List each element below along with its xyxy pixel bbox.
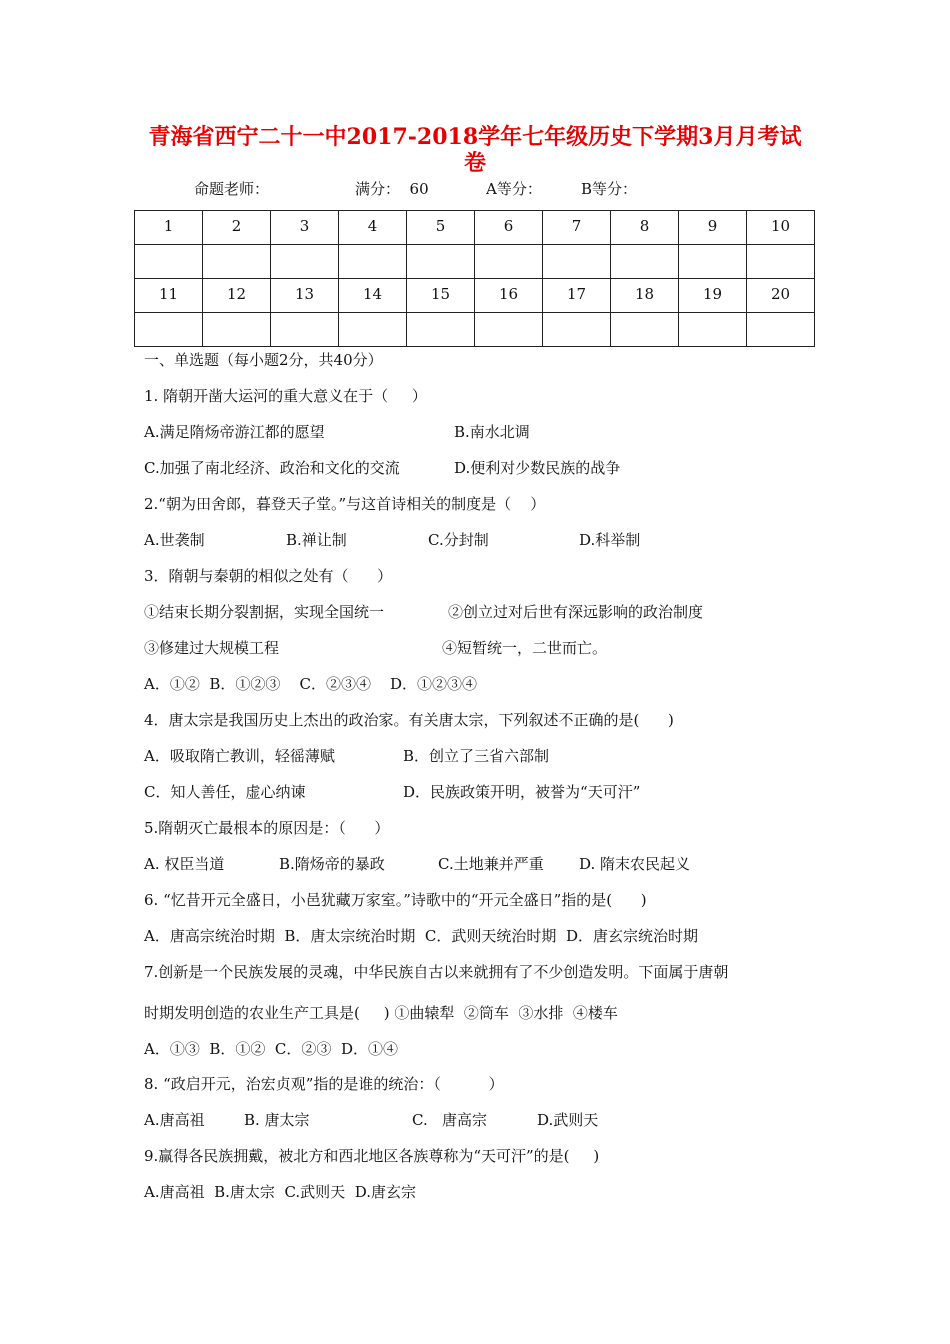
grid-answer-cell[interactable] bbox=[203, 313, 271, 347]
q1-option-c: C.加强了南北经济、政治和文化的交流 bbox=[144, 459, 400, 477]
grid-cell-number: 1 bbox=[135, 211, 203, 245]
q1-option-a: A.满足隋炀帝游江都的愿望 bbox=[144, 423, 325, 441]
q3-statement-1: ①结束长期分裂割据，实现全国统一 bbox=[144, 603, 385, 621]
grid-answer-cell[interactable] bbox=[135, 245, 203, 279]
q5-option-b: B.隋炀帝的暴政 bbox=[279, 855, 385, 873]
grid-cell-number: 7 bbox=[543, 211, 611, 245]
q1-option-d: D.便利对少数民族的战争 bbox=[454, 459, 621, 477]
q4-stem: 4．唐太宗是我国历史上杰出的政治家。有关唐太宗，下列叙述不正确的是( ) bbox=[144, 711, 674, 729]
q1-option-b: B.南水北调 bbox=[454, 423, 530, 441]
q8-option-a: A.唐高祖 bbox=[144, 1111, 205, 1129]
q4-option-a: A．吸取隋亡教训，轻徭薄赋 bbox=[144, 747, 335, 765]
q5-option-d: D. 隋末农民起义 bbox=[579, 855, 691, 873]
q8-stem: 8. “政启开元，治宏贞观”指的是谁的统治：（ ） bbox=[144, 1075, 504, 1093]
grid-answer-cell[interactable] bbox=[339, 245, 407, 279]
grid-answer-cell[interactable] bbox=[747, 245, 815, 279]
q3-options: A．①② B．①②③ C．②③④ D．①②③④ bbox=[144, 675, 478, 693]
grid-answer-cell[interactable] bbox=[339, 313, 407, 347]
grid-answer-cell[interactable] bbox=[611, 245, 679, 279]
grid-cell-number: 14 bbox=[339, 279, 407, 313]
q7-options: A．①③ B．①② C．②③ D．①④ bbox=[144, 1040, 398, 1058]
grid-answer-cell[interactable] bbox=[271, 245, 339, 279]
grid-answer-cell[interactable] bbox=[747, 313, 815, 347]
q8-option-d: D.武则天 bbox=[537, 1111, 599, 1129]
grid-answer-cell[interactable] bbox=[407, 313, 475, 347]
answer-grid bbox=[134, 210, 815, 347]
grid-cell-number: 9 bbox=[679, 211, 747, 245]
grid-cell-number: 13 bbox=[271, 279, 339, 313]
grid-answer-cell[interactable] bbox=[271, 313, 339, 347]
grid-cell-number: 16 bbox=[475, 279, 543, 313]
q1-stem: 1. 隋朝开凿大运河的重大意义在于（ ） bbox=[144, 387, 427, 405]
meta-teacher: 命题老师： bbox=[194, 180, 270, 198]
grid-answer-cell[interactable] bbox=[611, 313, 679, 347]
title-line-1: 青海省西宁二十一中2017-2018学年七年级历史下学期3月月考试 bbox=[148, 124, 802, 150]
q5-option-c: C.土地兼并严重 bbox=[438, 855, 544, 873]
grid-cell-number: 6 bbox=[475, 211, 543, 245]
q9-options: A.唐高祖 B.唐太宗 C.武则天 D.唐玄宗 bbox=[144, 1183, 416, 1201]
q4-option-c: C．知人善任，虚心纳谏 bbox=[144, 783, 306, 801]
q6-options: A．唐高宗统治时期 B．唐太宗统治时期 C．武则天统治时期 D．唐玄宗统治时期 bbox=[144, 927, 698, 945]
meta-a-grade: A等分： bbox=[486, 180, 542, 198]
q2-option-c: C.分封制 bbox=[428, 531, 489, 549]
q8-option-c: C. 唐高宗 bbox=[412, 1111, 488, 1129]
grid-answer-cell[interactable] bbox=[543, 245, 611, 279]
q7-stem-line-1: 7.创新是一个民族发展的灵魂，中华民族自古以来就拥有了不少创造发明。下面属于唐朝 bbox=[144, 963, 729, 981]
answer-grid-blank-row bbox=[135, 313, 815, 347]
grid-cell-number: 11 bbox=[135, 279, 203, 313]
grid-cell-number: 17 bbox=[543, 279, 611, 313]
grid-answer-cell[interactable] bbox=[543, 313, 611, 347]
grid-cell-number: 19 bbox=[679, 279, 747, 313]
grid-cell-number: 15 bbox=[407, 279, 475, 313]
document-title bbox=[120, 124, 830, 176]
grid-cell-number: 18 bbox=[611, 279, 679, 313]
grid-answer-cell[interactable] bbox=[407, 245, 475, 279]
grid-answer-cell[interactable] bbox=[135, 313, 203, 347]
grid-cell-number: 4 bbox=[339, 211, 407, 245]
grid-answer-cell[interactable] bbox=[203, 245, 271, 279]
meta-b-grade: B等分： bbox=[581, 180, 638, 198]
grid-answer-cell[interactable] bbox=[679, 245, 747, 279]
q3-statement-2: ②创立过对后世有深远影响的政治制度 bbox=[448, 603, 704, 621]
q2-option-a: A.世袭制 bbox=[144, 531, 205, 549]
q5-stem: 5.隋朝灭亡最根本的原因是：（ ） bbox=[144, 819, 390, 837]
grid-cell-number: 8 bbox=[611, 211, 679, 245]
meta-full-score: 满分： 60 bbox=[355, 180, 429, 198]
q2-option-d: D.科举制 bbox=[579, 531, 641, 549]
q7-stem-line-2: 时期发明创造的农业生产工具是( ) ①曲辕犁 ②筒车 ③水排 ④楼车 bbox=[144, 1004, 618, 1022]
answer-grid-header-row bbox=[135, 211, 815, 245]
q3-stem: 3．隋朝与秦朝的相似之处有（ ） bbox=[144, 567, 393, 585]
grid-cell-number: 2 bbox=[203, 211, 271, 245]
q8-option-b: B. 唐太宗 bbox=[244, 1111, 310, 1129]
grid-cell-number: 5 bbox=[407, 211, 475, 245]
q2-stem: 2.“朝为田舍郎，暮登天子堂。”与这首诗相关的制度是（ ） bbox=[144, 495, 546, 513]
q3-statement-4: ④短暂统一，二世而亡。 bbox=[442, 639, 608, 657]
section-heading: 一、单选题（每小题2分，共40分） bbox=[144, 351, 383, 369]
q4-option-d: D．民族政策开明，被誉为“天可汗” bbox=[403, 783, 641, 801]
answer-grid-header-row bbox=[135, 279, 815, 313]
title-line-2: 卷 bbox=[463, 150, 486, 176]
q2-option-b: B.禅让制 bbox=[286, 531, 347, 549]
q3-statement-3: ③修建过大规模工程 bbox=[144, 639, 280, 657]
grid-answer-cell[interactable] bbox=[679, 313, 747, 347]
grid-cell-number: 3 bbox=[271, 211, 339, 245]
q5-option-a: A. 权臣当道 bbox=[144, 855, 225, 873]
grid-cell-number: 12 bbox=[203, 279, 271, 313]
answer-grid-blank-row bbox=[135, 245, 815, 279]
grid-cell-number: 20 bbox=[747, 279, 815, 313]
grid-answer-cell[interactable] bbox=[475, 245, 543, 279]
grid-cell-number: 10 bbox=[747, 211, 815, 245]
q9-stem: 9.赢得各民族拥戴，被北方和西北地区各族尊称为“天可汗”的是( ) bbox=[144, 1147, 600, 1165]
q4-option-b: B．创立了三省六部制 bbox=[403, 747, 550, 765]
grid-answer-cell[interactable] bbox=[475, 313, 543, 347]
q6-stem: 6. “忆昔开元全盛日，小邑犹藏万家室。”诗歌中的“开元全盛日”指的是( ) bbox=[144, 891, 647, 909]
